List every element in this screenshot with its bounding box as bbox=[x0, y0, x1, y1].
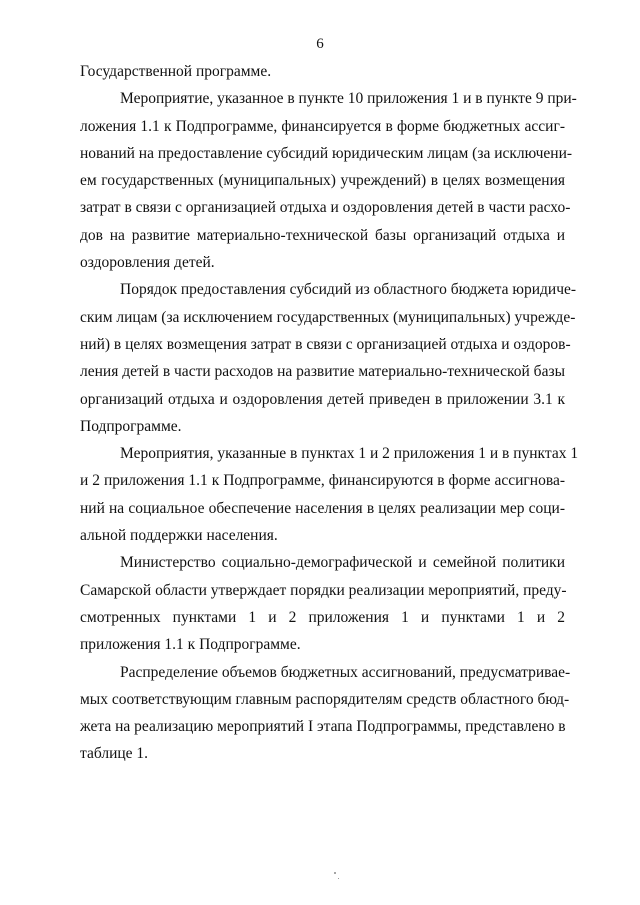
text-line: дов на развитие материально-технической базы организаций отдыха и bbox=[80, 226, 565, 244]
text-line: таблице 1. bbox=[80, 745, 149, 763]
text-line: мых соответствующим главным распорядителям средств областного бюд- bbox=[80, 690, 570, 708]
text-line: Государственной программе. bbox=[80, 63, 272, 80]
text-line: затрат в связи с организацией отдыха и оздоровления детей в части расхо- bbox=[80, 199, 571, 217]
text-line: и 2 приложения 1.1 к Подпрограмме, финансируются в форме ассигнова- bbox=[80, 472, 565, 490]
text-line: жета на реализацию мероприятий I этапа Подпрограммы, представлено в bbox=[80, 718, 566, 736]
paragraph bbox=[80, 440, 579, 549]
text-line: оздоровления детей. bbox=[80, 254, 215, 272]
document-body bbox=[80, 58, 579, 768]
text-line: приложения 1.1 к Подпрограмме. bbox=[80, 636, 301, 654]
text-line: организаций отдыха и оздоровления детей приведен в приложении 3.1 к bbox=[80, 390, 565, 408]
text-line: альной поддержки населения. bbox=[80, 527, 278, 545]
scan-speck bbox=[334, 872, 336, 874]
text-line: Министерство социально-демографической и семейной политики bbox=[120, 554, 565, 572]
paragraph bbox=[80, 659, 571, 768]
text-line: ем государственных (муниципальных) учреждений) в целях возмещения bbox=[80, 172, 565, 190]
text-line: ложения 1.1 к Подпрограмме, финансируется в форме бюджетных ассиг- bbox=[80, 117, 565, 135]
text-line: смотренных пунктами 1 и 2 приложения 1 и пунктами 1 и 2 bbox=[80, 608, 565, 626]
text-line: ний на социальное обеспечение населения в целях реализации мер соци- bbox=[80, 499, 565, 517]
text-line: Распределение объемов бюджетных ассигнований, предусматривае- bbox=[120, 663, 571, 681]
text-line: ний) в целях возмещения затрат в связи с организацией отдыха и оздоров- bbox=[80, 335, 571, 353]
paragraph bbox=[80, 58, 565, 85]
paragraph bbox=[80, 276, 577, 440]
page-number: 6 bbox=[316, 36, 324, 52]
text-line: ления детей в части расходов на развитие материально-технической базы bbox=[80, 363, 565, 381]
text-line: Самарской области утверждает порядки реализации мероприятий, преду- bbox=[80, 581, 567, 599]
text-line: Порядок предоставления субсидий из областного бюджета юридиче- bbox=[120, 281, 577, 299]
text-line: Подпрограмме. bbox=[80, 417, 182, 435]
text-line: Мероприятия, указанные в пунктах 1 и 2 приложения 1 и в пунктах 1 bbox=[120, 445, 579, 463]
paragraph bbox=[80, 85, 577, 276]
text-line: ским лицам (за исключением государственных (муниципальных) учрежде- bbox=[80, 308, 576, 326]
text-line: Мероприятие, указанное в пункте 10 приложения 1 и в пункте 9 при- bbox=[120, 90, 577, 108]
text-line: нований на предоставление субсидий юридическим лицам (за исключени- bbox=[80, 144, 573, 162]
paragraph bbox=[80, 549, 565, 658]
scan-speck bbox=[338, 878, 339, 879]
